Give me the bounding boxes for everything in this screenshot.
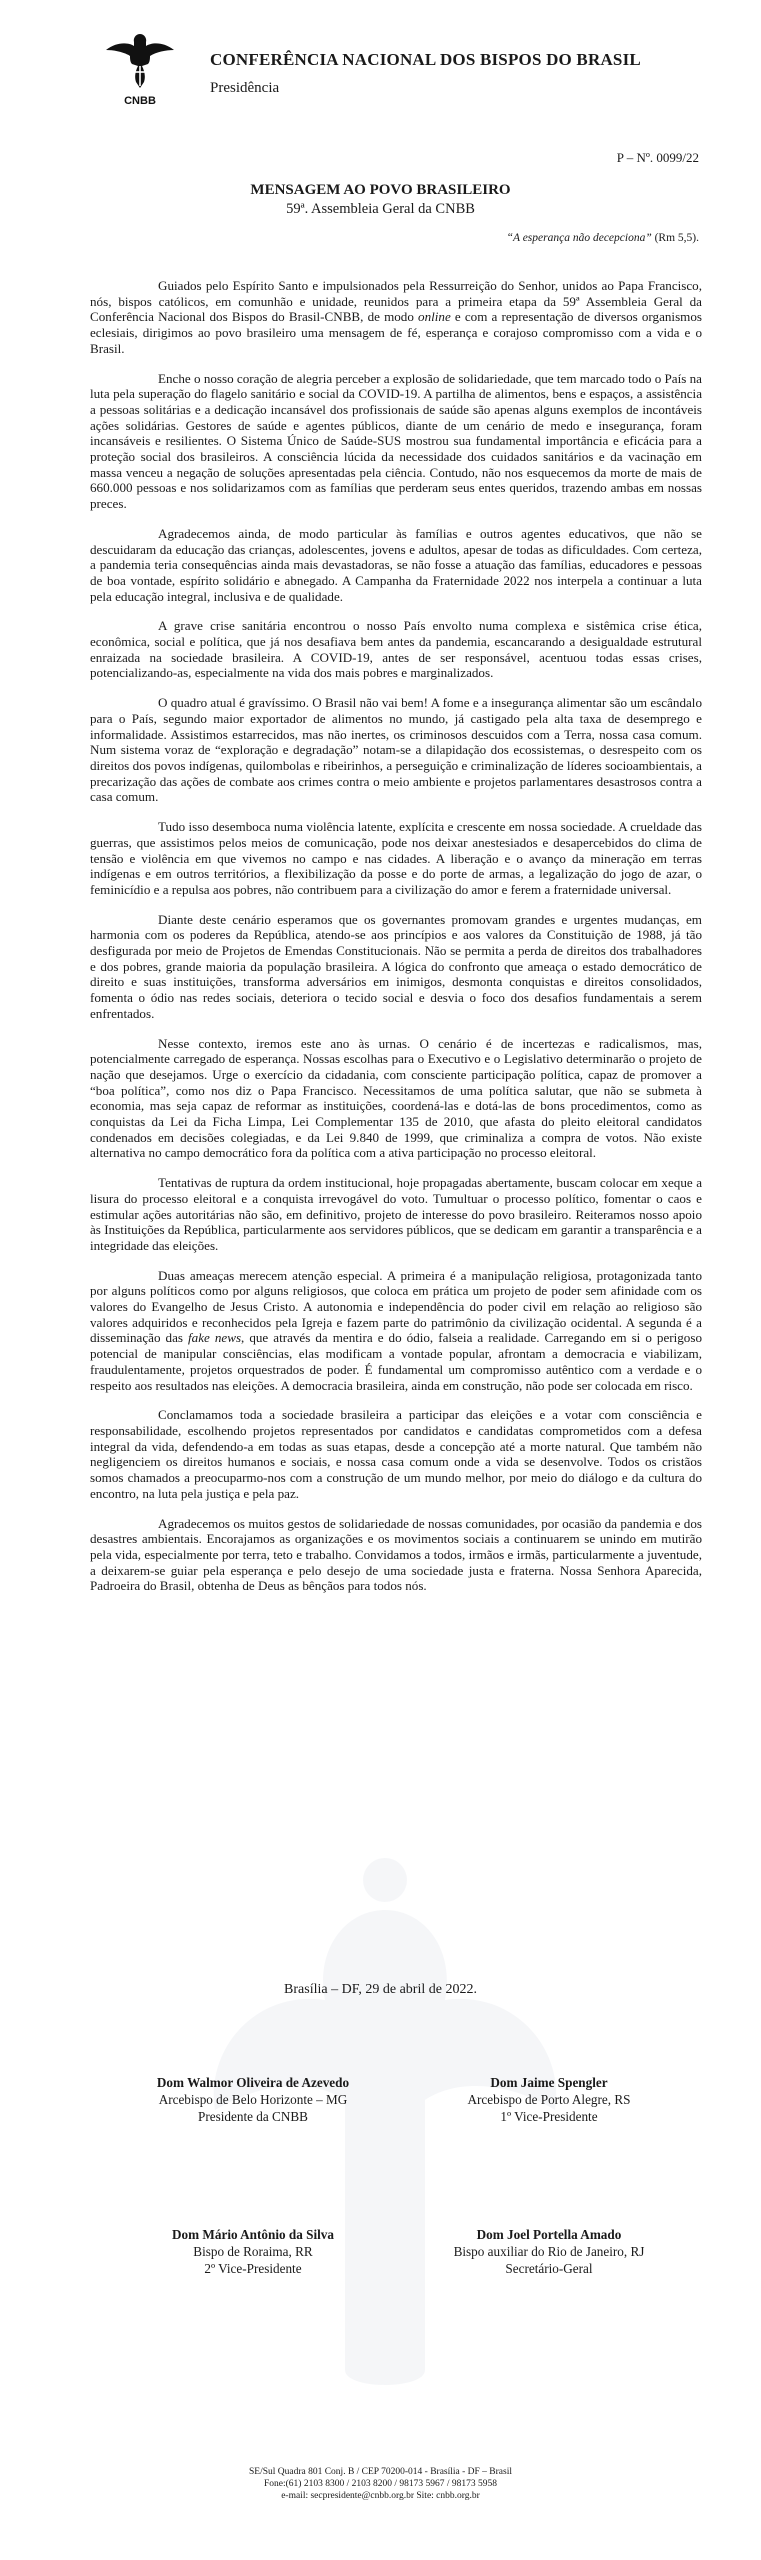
paragraph-10: Duas ameaças merecem atenção especial. A primeira é a manipulação religiosa, protagonizada tanto por alguns políticos como por alguns religiosos, que coloca em prática um projeto de poder sem afinidade com os valores do Evangelho de Jesus Cristo. A autonomia e independência do poder civil em relação ao religioso são valores adquiridos e reconhecidos pela Igreja e fazem parte do patrimônio da civilização ocidental. A segunda é a disseminação das fake news, que através da mentira e do ódio, falseia a realidade. Carregando em si o perigoso potencial de manipular consciências, elas modificam a vontade popular, afrontam a democracia e viabilizam, fraudulentamente, projetos orquestrados de poder. É fundamental um compromisso autêntico com a verdade e o respeito aos resultados nas eleições. A democracia brasileira, ainda em construção, não pode ser colocada em risco. [90,1267,702,1393]
document-title: MENSAGEM AO POVO BRASILEIRO [250,182,511,198]
signer-name: Dom Jaime Spengler [490,2075,608,2090]
signature-block [128,2074,378,2125]
epigraph-reference: (Rm 5,5). [651,232,699,244]
signer-office: Secretário-Geral [505,2261,593,2276]
signature-block [424,2074,674,2125]
signer-office: 2º Vice-Presidente [204,2261,302,2276]
signer-role: Arcebispo de Belo Horizonte – MG [158,2092,348,2107]
organization-department: Presidência [210,80,280,96]
signer-role: Bispo de Roraima, RR [193,2244,313,2259]
paragraph-1: Guiados pelo Espírito Santo e impulsionados pela Ressurreição do Senhor, unidos ao Papa Francisco, nós, bispos católicos, em comunhão e unidade, reunidos para a primeira etapa da 59ª Assembleia Geral da Conferência Nacional dos Bispos do Brasil-CNBB, de modo online e com a representação de diversos organismos eclesiais, dirigimos ao povo brasileiro uma mensagem de fé, esperança e corajoso compromisso com a vida e o Brasil. [90,278,702,356]
signer-role: Bispo auxiliar do Rio de Janeiro, RJ [453,2244,645,2259]
paragraph-11: Conclamamos toda a sociedade brasileira a participar das eleições e a votar com consciência e responsabilidade, escolhendo projetos representados por candidatos e candidatas comprometidos com a defesa integral da vida, defendendo-a em todas as suas etapas, desde a concepção até a morte natural. Que também não negligenciem os direitos humanos e sociais, e nossa casa comum onde a vida se desenvolve. Todos os cristãos somos chamados a preocuparmo-nos com a construção de um mundo melhor, por meio do diálogo e da cultura do encontro, na luta pela justiça e pela paz. [90,1407,702,1501]
paragraph-6: Tudo isso desemboca numa violência latente, explícita e crescente em nossa sociedade. A crueldade das guerras, que assistimos pelos meios de comunicação, pode nos deixar anestesiados e desapercebidos do clima de tensão e violência em que vivemos no campo e nas cidades. A liberação e o avanço da mineração em terras indígenas e em outros territórios, a flexibilização da posse e do porte de armas, a legalização do jogo de azar, o feminicídio e a repulsa aos pobres, não contribuem para a civilização do amor e ferem a fraternidade universal. [90,819,702,897]
paragraph-5: O quadro atual é gravíssimo. O Brasil não vai bem! A fome e a insegurança alimentar são um escândalo para o País, segundo maior exportador de alimentos no mundo, já castigado pela alta taxa de desemprego e informalidade. Assistimos estarrecidos, mas não inertes, os criminosos descuidos com a Terra, nossa casa comum. Num sistema voraz de “exploração e degradação” notam-se a dilapidação dos ecossistemas, o desrespeito com os direitos dos povos indígenas, quilombolas e ribeirinhos, a perseguição e criminalização de líderes socioambientais, a precarização das ações de combate aos crimes contra o meio ambiente e projetos parlamentares desastrosos contra a casa comum. [90,695,702,805]
paragraph-12: Agradecemos os muitos gestos de solidariedade de nossas comunidades, por ocasião da pandemia e dos desastres ambientais. Encorajamos as organizações e os movimentos sociais a continuarem se unindo em mutirão pela vida, especialmente por terra, teto e trabalho. Convidamos a todos, irmãos e irmãs, particularmente a juventude, a deixarem-se guiar pela esperança e pelo desejo de uma sociedade justa e fraterna. Nossa Senhora Aparecida, Padroeira do Brasil, obtenha de Deus as bênçãos para todos nós. [90,1515,702,1594]
paragraph-3: Agradecemos ainda, de modo particular às famílias e outros agentes educativos, que não se descuidaram da educação das crianças, adolescentes, jovens e adultos, apesar de todas as dificuldades. Com certeza, a pandemia teria consequências ainda mais devastadoras, se não fosse a atuação das famílias, educadores e pessoas de boa vontade, espírito solidário e abnegado. A Campanha da Fraternidade 2022 nos interpela a continuar a luta pela educação integral, inclusiva e de qualidade. [90,525,702,604]
epigraph-quote: “A esperança não decepciona” [506,232,652,244]
signer-role: Arcebispo de Porto Alegre, RS [467,2092,631,2107]
footer-contact: e-mail: secpresidente@cnbb.org.br Site: cnbb.org.br [281,2491,480,2501]
signer-name: Dom Joel Portella Amado [476,2227,622,2242]
organization-name: CONFERÊNCIA NACIONAL DOS BISPOS DO BRASIL [210,50,641,69]
paragraph-7: Diante deste cenário esperamos que os governantes promovam grandes e urgentes mudanças, em harmonia com os poderes da República, atendo-se aos princípios e aos valores da Constituição de 1988, já tão desfigurada por meio de Projetos de Emendas Constitucionais. Não se permita a perda de direitos dos trabalhadores e dos pobres, grande maioria da população brasileira. A lógica do confronto que ameaça o estado democrático de direito e suas instituições, transforma adversários em inimigos, desmonta conquistas e direitos consolidados, fomenta o ódio nas redes sociais, deteriora o tecido social e desvia o foco dos desafios fundamentais a serem enfrentados. [90,911,702,1021]
dove-watermark-icon [195,1850,575,2410]
message-body [90,278,702,1608]
protocol-number: P – Nº. 0099/22 [616,150,699,165]
place-and-date: Brasília – DF, 29 de abril de 2022. [284,1982,477,1997]
epigraph [507,232,699,244]
cnbb-dove-logo-icon [100,28,180,108]
paragraph-8: Nesse contexto, iremos este ano às urnas. O cenário é de incertezas e radicalismos, mas, potencialmente carregado de esperança. Nossas escolhas para o Executivo e o Legislativo determinarão o projeto de nação que desejamos. Urge o exercício da cidadania, com consciente participação política, capaz de promover a “boa política”, como nos diz o Papa Francisco. Necessitamos de uma política salutar, que não se submeta à economia, mas seja capaz de reformar as instituições, coordená-las e dotá-las de bons procedimentos, como as conquistas da Lei da Ficha Limpa, Lei Complementar 135 de 2010, que afasta do pleito eleitoral candidatos condenados em decisões colegiadas, e da Lei 9.840 de 1999, que criminaliza a compra de votos. Não existe alternativa no campo democrático fora da política com a ativa participação no processo eleitoral. [90,1035,702,1161]
footer-address: SE/Sul Quadra 801 Conj. B / CEP 70200-014 - Brasília - DF – Brasil [248,2467,512,2477]
paragraph-2: Enche o nosso coração de alegria perceber a explosão de solidariedade, que tem marcado todo o País na luta pela superação do flagelo sanitário e social da COVID-19. A partilha de alimentos, bens e espaços, a assistência a pessoas solitárias e a dedicação incansável dos profissionais de saúde são apenas alguns exemplos de incontáveis ações solidárias. Gestores de saúde e agentes públicos, diante de um cenário de medo e insegurança, foram incansáveis e resilientes. O Sistema Único de Saúde-SUS mostrou sua fundamental importância e eficácia para a proteção social dos brasileiros. A consciência lúcida da necessidade dos cuidados sanitários e da vacinação em massa venceu a negação de soluções apresentadas pela ciência. Contudo, não nos esquecemos da morte de mais de 660.000 pessoas e nos solidarizamos com as famílias que perderam seus entes queridos, trazendo ambas em nossas preces. [90,370,702,512]
logo-text: CNBB [124,95,156,107]
signer-office: Presidente da CNBB [198,2109,308,2124]
document-subtitle: 59ª. Assembleia Geral da CNBB [286,201,475,217]
footer-phone: Fone:(61) 2103 8300 / 2103 8200 / 98173 5967 / 98173 5958 [263,2479,497,2489]
signer-name: Dom Mário Antônio da Silva [172,2227,334,2242]
letterhead [100,28,700,108]
letterhead-footer [0,2466,761,2502]
paragraph-9: Tentativas de ruptura da ordem institucional, hoje propagadas abertamente, buscam colocar em xeque a lisura do processo eleitoral e a conquista irrevogável do voto. Tumultuar o processo político, fomentar o caos e estimular ações autoritárias não são, em definitivo, projeto de interesse do povo brasileiro. Reiteramos nosso apoio às Instituições da República, particularmente aos servidores públicos, que se dedicam em garantir a transparência e a integridade das eleições. [90,1175,702,1253]
signer-name: Dom Walmor Oliveira de Azevedo [156,2075,350,2090]
signer-office: 1º Vice-Presidente [500,2109,598,2124]
signature-block [424,2226,674,2277]
paragraph-4: A grave crise sanitária encontrou o nosso País envolto numa complexa e sistêmica crise ética, econômica, social e política, que já nos desafiava bem antes da pandemia, escancarando a desigualdade estrutural enraizada na sociedade brasileira. A COVID-19, antes de ser responsável, acentuou todas essas crises, potencializando-as, especialmente na vida dos mais pobres e marginalizados. [90,618,702,681]
signature-block [128,2226,378,2277]
